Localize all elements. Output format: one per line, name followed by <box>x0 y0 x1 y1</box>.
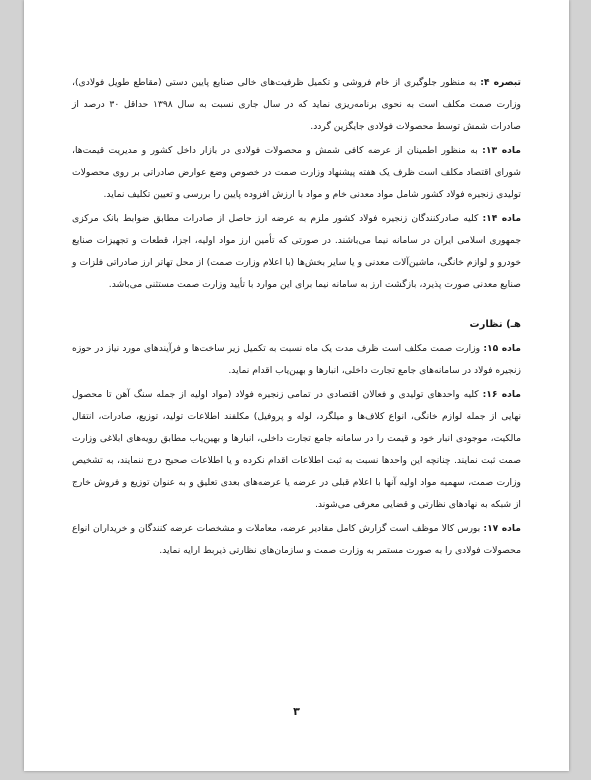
article-text: کلیه صادرکنندگان زنجیره فولاد کشور ملزم به عرضه ارز حاصل از صادرات مطابق ضوابط بانک مرکزی جمهوری اسلامی ایران در سامانه نیما می‌باشند. در صورتی که تأمین ارز مواد اولیه، اجزا، قطعات و تجهیزات صنایع خودرو و لوازم خانگی، ماشین‌آلات معدنی و یا سایر بخش‌ها (با اعلام وزارت صمت) از محل تهاتر ارز صادراتی فلزات و صنایع معدنی صورت پذیرد، بازگشت ارز به سامانه نیما برای این موارد با تأیید وزارت صمت مستثنی می‌باشد. <box>72 213 521 290</box>
section-heading: هـ) نظارت <box>469 319 521 330</box>
article-text: کلیه واحدهای تولیدی و فعالان اقتصادی در تمامی زنجیره فولاد (مواد اولیه از جمله سنگ آهن تا محصول نهایی از جمله لوازم خانگی، انواع کلاف‌ها و میلگرد، لوله و پروفیل) مکلفند اطلاعات تولید، توزیع، صادرات، انتقال مالکیت، موجودی انبار خود و قیمت را در سامانه جامع تجارت داخلی، انبارها و بهین‌یاب مطابق رویه‌های ابلاغی وزارت صمت ثبت نمایند. چنانچه این واحدها نسبت به ثبت اطلاعات اقدام نکرده و یا اطلاعات صحیح درج ننمایند، به تشخیص وزارت صمت، سهمیه مواد اولیه آنها با اعلام قبلی در عرضه یا عرضه‌های بعدی تعلیق و به عنوان توزیع و فروش خارج از شبکه به نهادهای نظارتی و قضایی معرفی می‌شوند. <box>72 389 521 510</box>
article-label: ماده ۱۳: <box>482 145 521 156</box>
article-label: ماده ۱۷: <box>483 523 521 534</box>
article-label: ماده ۱۴: <box>482 213 522 224</box>
page-number: ۳ <box>293 705 300 718</box>
article-label: تبصره ۴: <box>480 77 521 88</box>
article-list-bottom <box>72 338 521 562</box>
article-13 <box>72 140 521 206</box>
article-label: ماده ۱۵: <box>483 343 521 354</box>
article-text: بورس کالا موظف است گزارش کامل مقادیر عرضه، معاملات و مشخصات عرضه کنندگان و خریداران انواع محصولات فولادی را به صورت مستمر به وزارت صمت و سازمان‌های نظارتی ذیربط ارایه نماید. <box>72 523 521 556</box>
article-14 <box>72 208 521 296</box>
article-text: به منظور اطمینان از عرضه کافی شمش و محصولات فولادی در بازار داخل کشور و مدیریت قیمت‌ها، شورای اقتصاد مکلف است ظرف یک هفته پیشنهاد وزارت صمت در خصوص وضع عوارض صادراتی بر روی محصولات تولیدی زنجیره فولاد کشور شامل مواد معدنی خام و مواد با ارزش افزوده پایین را بررسی و تعیین تکلیف نماید. <box>72 145 521 200</box>
document-page <box>24 0 569 771</box>
article-17 <box>72 518 521 562</box>
article-list-top <box>72 72 521 296</box>
article-text: به منظور جلوگیری از خام فروشی و تکمیل ظرفیت‌های خالی صنایع پایین دستی (مقاطع طویل فولادی)، وزارت صمت مکلف است به نحوی برنامه‌ریزی نماید که در سال جاری نسبت به سال ۱۳۹۸ حداقل ۳۰ درصد از صادرات شمش توسط محصولات فولادی جایگزین گردد. <box>72 77 521 132</box>
article-text: وزارت صمت مکلف است ظرف مدت یک ماه نسبت به تکمیل زیر ساخت‌ها و فرآیندهای مورد نیاز در حوزه زنجیره فولاد در سامانه‌های جامع تجارت داخلی، انبارها و بهین‌یاب اقدام نماید. <box>72 343 521 376</box>
article-15 <box>72 338 521 382</box>
article-label: ماده ۱۶: <box>482 389 521 400</box>
article-16 <box>72 384 521 516</box>
article-note-4 <box>72 72 521 138</box>
